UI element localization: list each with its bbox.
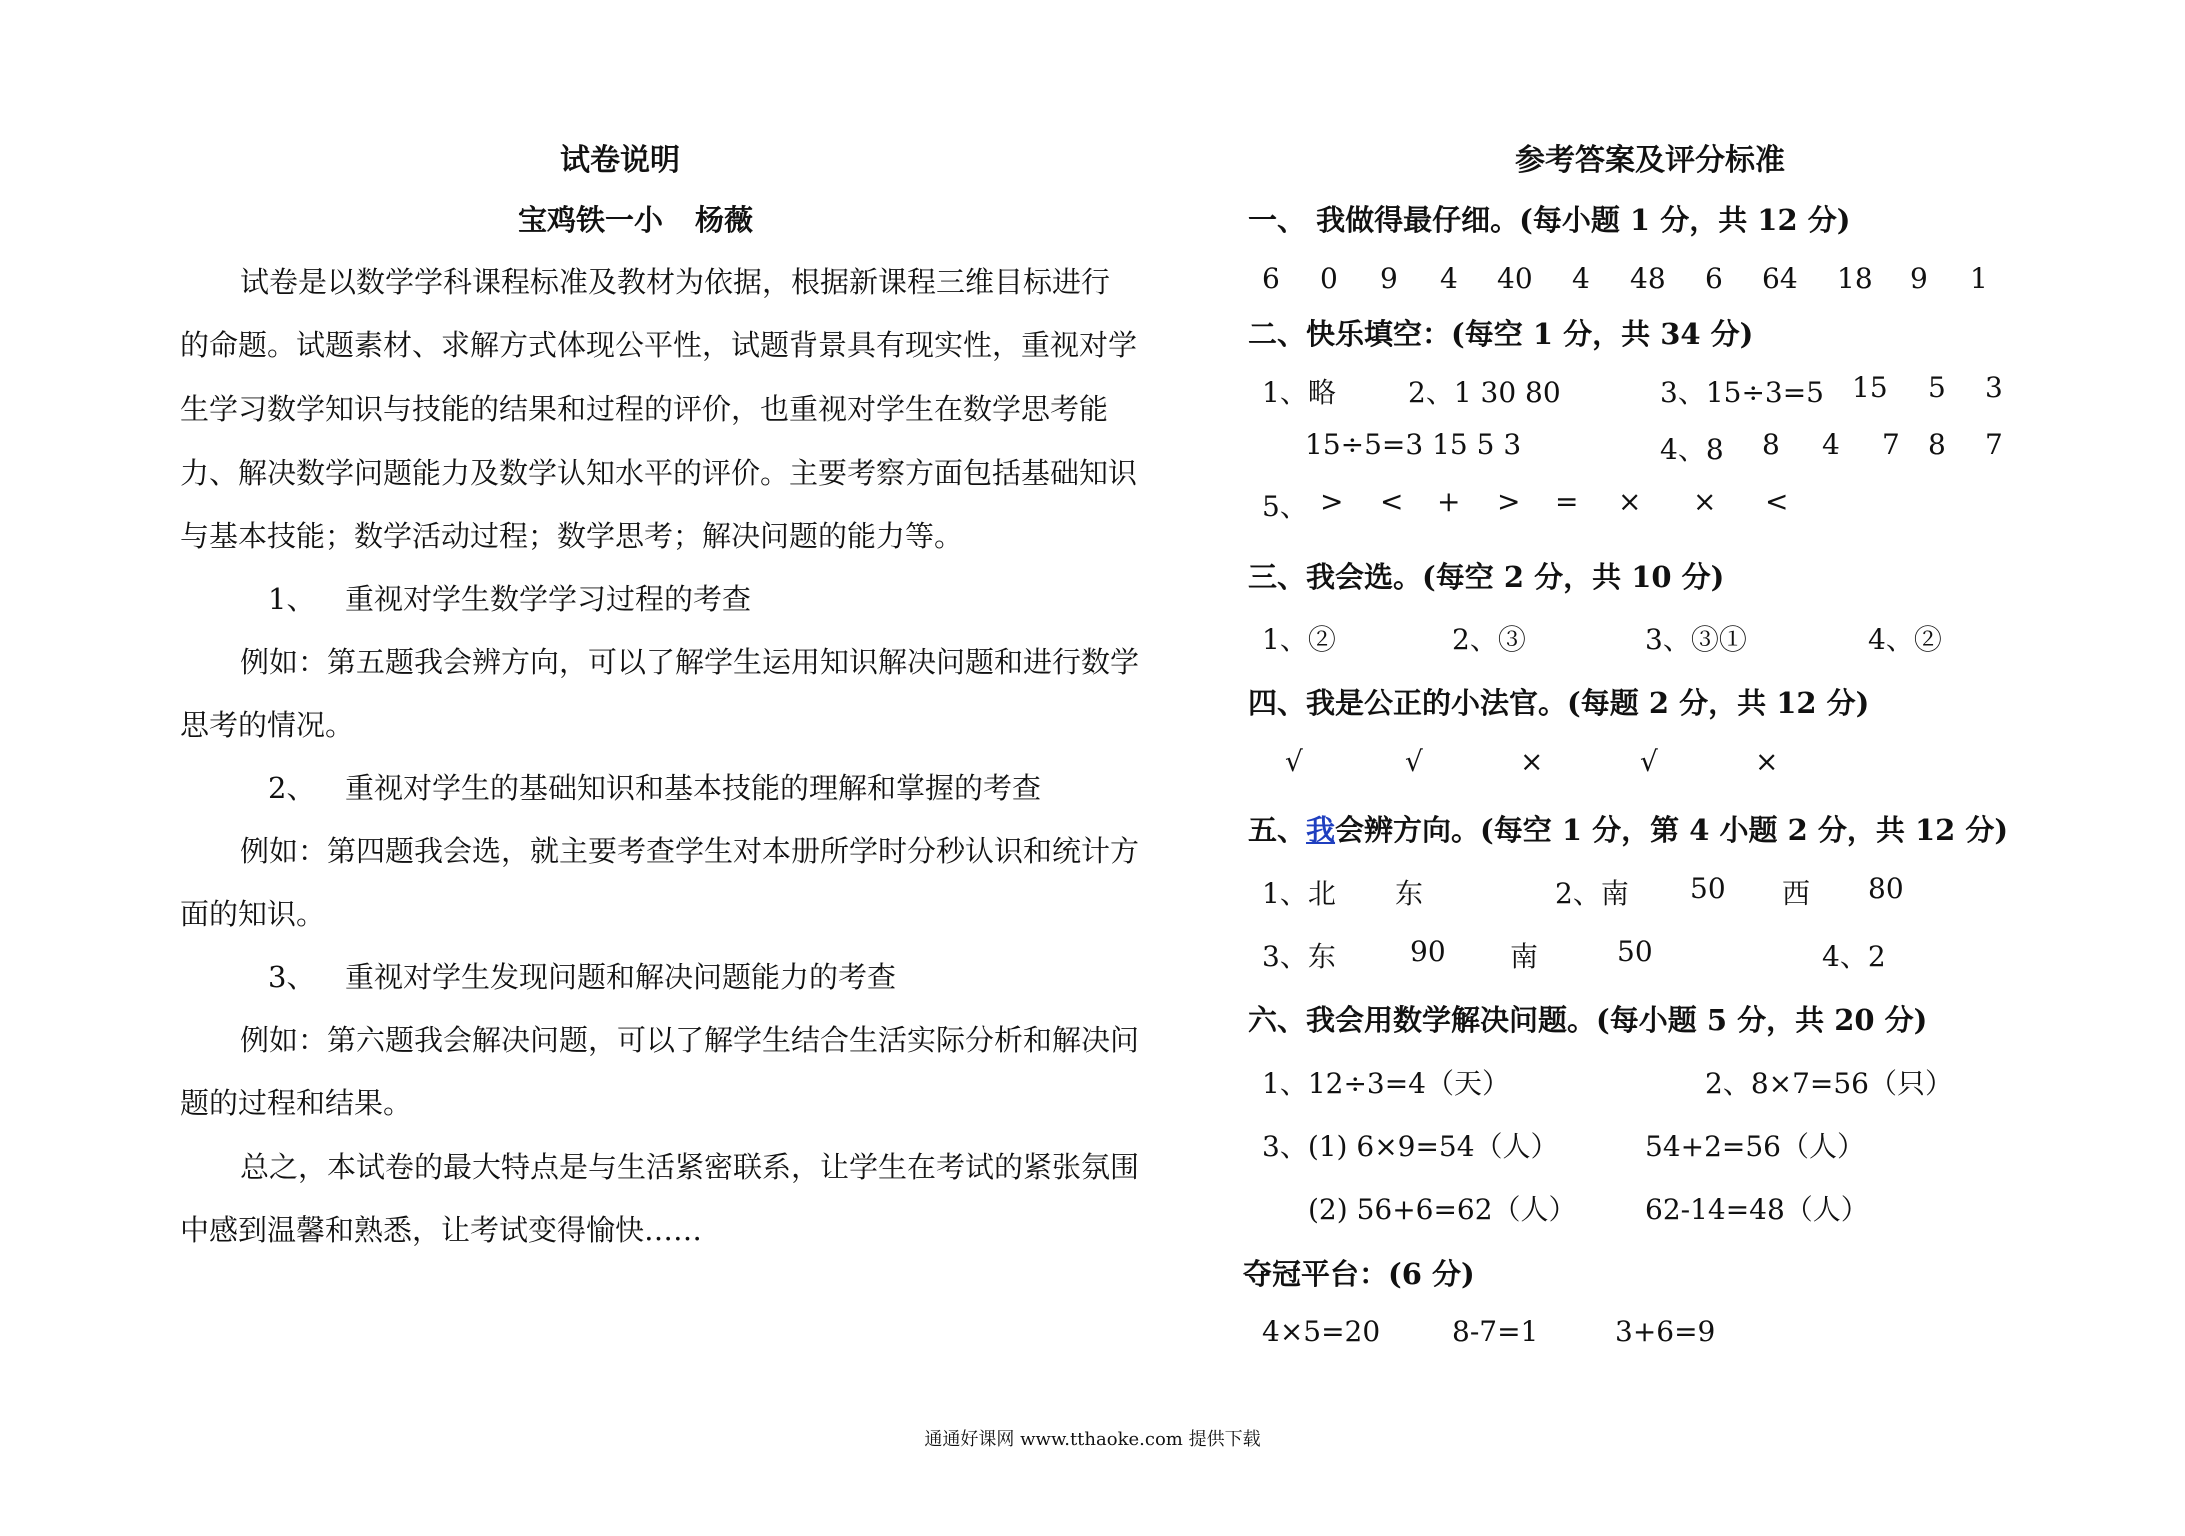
item2-text: 重视对学生的基础知识和基本技能的理解和掌握的考查 <box>345 771 1042 805</box>
answer: 3、15÷3=5 <box>1660 376 1824 409</box>
section5-link[interactable]: 我 <box>1306 813 1336 847</box>
answer: 80 <box>1868 872 1904 905</box>
answer: 南 <box>1510 940 1539 973</box>
answer: 8 <box>1928 428 1946 461</box>
answer: (2) 56+6=62（人） <box>1308 1193 1577 1226</box>
answer: > <box>1320 485 1344 518</box>
answer: 3、③① <box>1645 623 1747 656</box>
answer: 2、③ <box>1452 623 1526 656</box>
para1-line: 与基本技能；数学活动过程；数学思考；解决问题的能力等。 <box>180 519 964 553</box>
answer: 2、1 30 80 <box>1408 376 1561 409</box>
answer: 54+2=56（人） <box>1645 1130 1865 1163</box>
answer: × <box>1618 485 1642 518</box>
item3-example: 题的过程和结果。 <box>180 1086 413 1120</box>
answer: 4 <box>1440 262 1458 295</box>
answer: 6 <box>1262 262 1280 295</box>
answer: + <box>1437 485 1461 518</box>
answer: √ <box>1285 745 1303 778</box>
item3-example: 例如：第六题我会解决问题，可以了解学生结合生活实际分析和解决问 <box>240 1023 1140 1057</box>
item1-number: 1、 <box>268 582 316 616</box>
para1-line: 试卷是以数学学科课程标准及教材为依据，根据新课程三维目标进行 <box>240 265 1111 299</box>
footer-text: 通通好课网 www.tthaoke.com 提供下载 <box>924 1429 1261 1450</box>
answer: 3、(1) 6×9=54（人） <box>1262 1130 1559 1163</box>
answer: 64 <box>1762 262 1798 295</box>
answer: √ <box>1640 745 1658 778</box>
item3-number: 3、 <box>268 960 316 994</box>
answer: 90 <box>1410 935 1446 968</box>
right-title: 参考答案及评分标准 <box>1515 143 1785 178</box>
answer: 4、2 <box>1822 940 1886 973</box>
answer: 1、12÷3=4（天） <box>1262 1067 1510 1100</box>
section4-heading: 四、我是公正的小法官。(每题 2 分，共 12 分) <box>1248 686 1870 720</box>
answer: 8 <box>1762 428 1780 461</box>
answer: > <box>1497 485 1521 518</box>
answer: = <box>1555 485 1579 518</box>
answer: 1、② <box>1262 623 1336 656</box>
section5-heading <box>1248 808 2008 849</box>
answer: 2、南 <box>1555 877 1629 910</box>
item1-example: 思考的情况。 <box>180 708 355 742</box>
answer: 9 <box>1910 262 1928 295</box>
answer: 15÷5=3 15 5 3 <box>1305 428 1522 461</box>
answer: 4、8 <box>1660 433 1724 466</box>
summary-line: 中感到温馨和熟悉，让考试变得愉快…… <box>180 1213 703 1247</box>
answer: 2、8×7=56（只） <box>1705 1067 1953 1100</box>
answer: 3、东 <box>1262 940 1336 973</box>
answer: √ <box>1405 745 1423 778</box>
item2-example: 例如：第四题我会选，就主要考查学生对本册所学时分秒认识和统计方 <box>240 834 1140 868</box>
answer: 50 <box>1690 872 1726 905</box>
answer: 7 <box>1882 428 1900 461</box>
answer: 18 <box>1837 262 1873 295</box>
para1-line: 生学习数学知识与技能的结果和过程的评价，也重视对学生在数学思考能 <box>180 392 1109 426</box>
answer: 1 <box>1970 262 1988 295</box>
answer: 4 <box>1822 428 1840 461</box>
answer: 5、 <box>1262 490 1308 523</box>
para1-line: 力、解决数学问题能力及数学认知水平的评价。主要考察方面包括基础知识 <box>180 456 1138 490</box>
answer: < <box>1380 485 1404 518</box>
answer: 1、北 <box>1262 877 1336 910</box>
author-name: 杨薇 <box>695 203 754 237</box>
answer: 3+6=9 <box>1615 1315 1716 1348</box>
answer: 3 <box>1985 371 2003 404</box>
left-title: 试卷说明 <box>560 143 680 178</box>
section6-heading: 六、我会用数学解决问题。(每小题 5 分，共 20 分) <box>1248 1003 1928 1037</box>
bonus-heading: 夺冠平台：(6 分) <box>1243 1257 1475 1291</box>
answer: 4 <box>1572 262 1590 295</box>
section5-heading-text: 会辨方向。(每空 1 分，第 4 小题 2 分，共 12 分) <box>1335 813 2009 847</box>
answer: 1、略 <box>1262 376 1336 409</box>
answer: 15 <box>1852 371 1888 404</box>
answer: 48 <box>1630 262 1666 295</box>
answer: × <box>1755 745 1779 778</box>
answer: 5 <box>1928 371 1946 404</box>
answer: 40 <box>1497 262 1533 295</box>
answer: 7 <box>1985 428 2003 461</box>
answer: × <box>1520 745 1544 778</box>
item3-text: 重视对学生发现问题和解决问题能力的考查 <box>345 960 897 994</box>
answer: 62-14=48（人） <box>1645 1193 1869 1226</box>
answer: 西 <box>1782 877 1811 910</box>
item2-number: 2、 <box>268 771 316 805</box>
item2-example: 面的知识。 <box>180 897 326 931</box>
answer: 0 <box>1320 262 1338 295</box>
answer: < <box>1765 485 1789 518</box>
answer: 4、② <box>1868 623 1942 656</box>
answer: × <box>1693 485 1717 518</box>
item1-example: 例如：第五题我会辨方向，可以了解学生运用知识解决问题和进行数学 <box>240 645 1140 679</box>
section5-prefix: 五、 <box>1248 813 1307 847</box>
author-school: 宝鸡铁一小 <box>518 203 664 237</box>
answer: 东 <box>1395 877 1424 910</box>
answer: 6 <box>1705 262 1723 295</box>
answer: 9 <box>1380 262 1398 295</box>
answer: 50 <box>1617 935 1653 968</box>
section1-heading: 一、 我做得最仔细。(每小题 1 分，共 12 分) <box>1248 203 1851 237</box>
answer: 8-7=1 <box>1452 1315 1539 1348</box>
para1-line: 的命题。试题素材、求解方式体现公平性，试题背景具有现实性，重视对学 <box>180 328 1138 362</box>
section3-heading: 三、我会选。(每空 2 分，共 10 分) <box>1248 560 1725 594</box>
answer: 4×5=20 <box>1262 1315 1381 1348</box>
summary-line: 总之，本试卷的最大特点是与生活紧密联系，让学生在考试的紧张氛围 <box>240 1150 1140 1184</box>
item1-text: 重视对学生数学学习过程的考查 <box>345 582 752 616</box>
section2-heading: 二、快乐填空：(每空 1 分，共 34 分) <box>1248 317 1754 351</box>
